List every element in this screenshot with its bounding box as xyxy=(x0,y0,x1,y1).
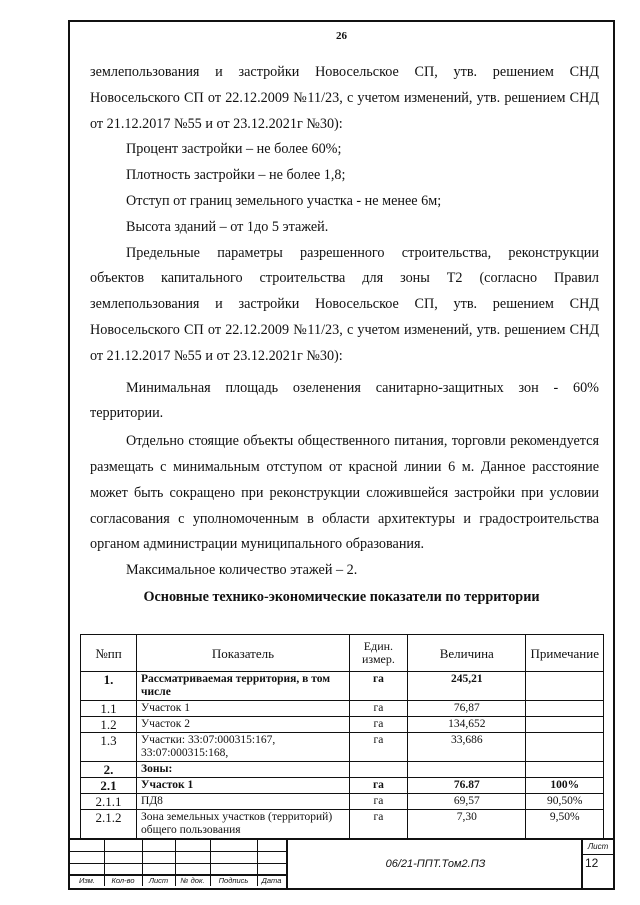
page-frame xyxy=(68,20,615,890)
title-block xyxy=(70,838,613,888)
row-value: 76,87 xyxy=(408,701,526,717)
row-indicator: Участки: 33:07:000315:167, 33:07:000315:168, xyxy=(137,733,350,762)
row-note xyxy=(526,672,604,701)
row-value xyxy=(408,762,526,778)
table-body xyxy=(81,672,604,839)
row-unit: га xyxy=(349,717,407,733)
document-code: 06/21-ППТ.Том2.ПЗ xyxy=(286,840,583,888)
grid-line xyxy=(70,863,286,864)
row-note xyxy=(526,762,604,778)
stamp-label-sheet: Лист xyxy=(148,876,169,885)
row-value: 7,30 xyxy=(408,810,526,839)
stamp-label-date: Дата xyxy=(261,876,282,885)
row-unit: га xyxy=(349,733,407,762)
row-note: 90,50% xyxy=(526,794,604,810)
revision-grid xyxy=(70,840,286,886)
row-indicator: ПД8 xyxy=(137,794,350,810)
row-value: 245,21 xyxy=(408,672,526,701)
row-number: 1.3 xyxy=(81,733,137,762)
table-row xyxy=(81,672,604,701)
header-no: №пп xyxy=(81,635,137,672)
row-indicator: Участок 2 xyxy=(137,717,350,733)
row-note xyxy=(526,717,604,733)
table-row xyxy=(81,733,604,762)
paragraph-9: Максимальное количество этажей – 2. xyxy=(126,562,358,579)
row-indicator: Зона земельных участков (территорий) общего пользования xyxy=(137,810,350,839)
paragraph-2: Процент застройки – не более 60%; xyxy=(126,141,342,158)
row-note xyxy=(526,733,604,762)
paragraph-5: Высота зданий – от 1до 5 этажей. xyxy=(126,218,329,235)
sheet-label: Лист xyxy=(583,840,613,855)
header-note: Примечание xyxy=(526,635,604,672)
row-note: 9,50% xyxy=(526,810,604,839)
row-unit: га xyxy=(349,672,407,701)
table-row xyxy=(81,701,604,717)
row-indicator: Рассматриваемая территория, в том числе xyxy=(137,672,350,701)
row-unit: га xyxy=(349,794,407,810)
stamp-label-change: Изм. xyxy=(79,876,95,885)
header-value: Величина xyxy=(408,635,526,672)
row-unit: га xyxy=(349,778,407,794)
paragraph-8: Отдельно стоящие объекты общественного питания, торговли рекомендуется размещать с минимальным отступом от красной линии 6 м. Данное расстояние может быть сокращено при реконструкции сложившейся застройки при условии согласования с уполномоченным в области архитектуры и градостроительства органом администрации муниципального образования. xyxy=(90,433,599,553)
table-header-row xyxy=(81,635,604,672)
row-number: 1.2 xyxy=(81,717,137,733)
document-body xyxy=(90,60,599,584)
paragraph-1: землепользования и застройки Новосельское СП, утв. решением СНД Новосельского СП от 22.12.2009 №11/23, с учетом изменений, утв. решением СНД от 21.12.2017 №55 и от 23.12.2021г №30): xyxy=(90,64,599,132)
row-number: 2. xyxy=(81,762,137,778)
table-row xyxy=(81,717,604,733)
grid-line xyxy=(70,851,286,852)
row-number: 1. xyxy=(81,672,137,701)
row-indicator: Участок 1 xyxy=(137,778,350,794)
paragraph-4: Отступ от границ земельного участка - не менее 6м; xyxy=(126,192,442,209)
row-number: 2.1.1 xyxy=(81,794,137,810)
row-value: 76.87 xyxy=(408,778,526,794)
row-unit xyxy=(349,762,407,778)
row-note xyxy=(526,701,604,717)
row-indicator: Зоны: xyxy=(137,762,350,778)
row-number: 2.1.2 xyxy=(81,810,137,839)
table-row xyxy=(81,794,604,810)
row-value: 134,652 xyxy=(408,717,526,733)
row-value: 33,686 xyxy=(408,733,526,762)
sheet-number: 12 xyxy=(585,856,599,870)
stamp-label-doc: № док. xyxy=(180,876,205,885)
table-row xyxy=(81,762,604,778)
stamp-label-signature: Подпись xyxy=(218,876,249,885)
page-number: 26 xyxy=(336,30,347,42)
paragraph-7: Минимальная площадь озеленения санитарно-защитных зон - 60% территории. xyxy=(90,379,599,422)
row-indicator: Участок 1 xyxy=(137,701,350,717)
stamp-label-qty: Кол-во xyxy=(111,876,135,885)
header-indicator: Показатель xyxy=(137,635,350,672)
header-unit: Един. измер. xyxy=(349,635,407,672)
row-value: 69,57 xyxy=(408,794,526,810)
indicators-table xyxy=(80,634,604,839)
row-unit: га xyxy=(349,701,407,717)
row-number: 2.1 xyxy=(81,778,137,794)
sheet-box xyxy=(581,840,613,888)
row-unit: га xyxy=(349,810,407,839)
table-row xyxy=(81,810,604,839)
paragraph-3: Плотность застройки – не более 1,8; xyxy=(126,167,346,184)
paragraph-6: Предельные параметры разрешенного строительства, реконструкции объектов капитального строительства для зоны Т2 (согласно Правил землепользования и застройки Новосельское СП, утв. решением СНД Новосельского СП от 22.12.2009 №11/23, с учетом изменений, утв. решением СНД от 21.12.2017 №55 и от 23.12.2021г №30): xyxy=(90,244,599,364)
table-title: Основные технико-экономические показатели по территории xyxy=(143,589,540,605)
row-note: 100% xyxy=(526,778,604,794)
row-number: 1.1 xyxy=(81,701,137,717)
table-row xyxy=(81,778,604,794)
